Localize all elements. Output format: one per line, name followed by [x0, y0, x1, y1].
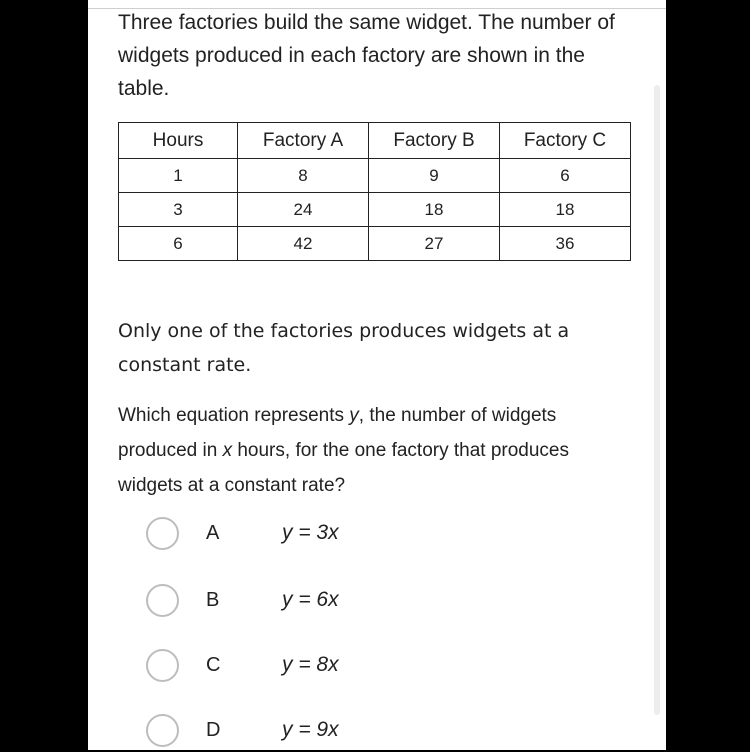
radio-button-c[interactable]	[146, 649, 179, 682]
prompt-part-3: hours, for the one factory that produces widgets at a constant rate?	[118, 440, 569, 496]
option-equation: y = 9x	[282, 718, 339, 741]
option-equation: y = 3x	[282, 521, 339, 544]
table-cell: 24	[238, 193, 369, 227]
header-factory-b: Factory B	[369, 123, 500, 159]
answer-option-a[interactable]	[146, 511, 626, 555]
table-header-row	[119, 123, 631, 159]
prompt-variable-y: y	[349, 405, 359, 426]
table-row	[119, 227, 631, 261]
answer-option-c[interactable]	[146, 643, 626, 687]
option-letter: D	[206, 718, 221, 741]
table-cell: 27	[369, 227, 500, 261]
question-intro: Three factories build the same widget. The number of widgets produced in each factory are shown in the table.	[118, 11, 615, 100]
header-factory-c: Factory C	[500, 123, 631, 159]
option-letter: C	[206, 653, 221, 676]
table-cell: 42	[238, 227, 369, 261]
header-factory-a: Factory A	[238, 123, 369, 159]
table-cell: 1	[119, 159, 238, 193]
radio-button-a[interactable]	[146, 517, 179, 550]
table-cell: 36	[500, 227, 631, 261]
scrollbar[interactable]	[654, 85, 660, 715]
prompt-part-1: Which equation represents	[118, 405, 350, 426]
option-equation: y = 6x	[282, 588, 339, 611]
radio-button-d[interactable]	[146, 714, 179, 747]
table-cell: 18	[369, 193, 500, 227]
table-cell: 9	[369, 159, 500, 193]
table-cell: 3	[119, 193, 238, 227]
option-equation: y = 8x	[282, 653, 339, 676]
constant-rate-note: Only one of the factories produces widgets at a constant rate.	[118, 320, 570, 376]
table-cell: 18	[500, 193, 631, 227]
radio-button-b[interactable]	[146, 584, 179, 617]
prompt-variable-x: x	[222, 440, 233, 461]
option-letter: B	[206, 588, 220, 611]
header-hours: Hours	[119, 123, 238, 159]
answer-option-d[interactable]	[146, 708, 626, 752]
question-prompt	[118, 398, 638, 503]
prompt-part-2: , the number of widgets produced in	[118, 405, 557, 461]
table-row	[119, 159, 631, 193]
widgets-table	[118, 122, 631, 261]
table-cell: 6	[119, 227, 238, 261]
table-cell: 6	[500, 159, 631, 193]
answer-option-b[interactable]	[146, 578, 626, 622]
table-cell: 8	[238, 159, 369, 193]
option-letter: A	[206, 521, 220, 544]
table-row	[119, 193, 631, 227]
